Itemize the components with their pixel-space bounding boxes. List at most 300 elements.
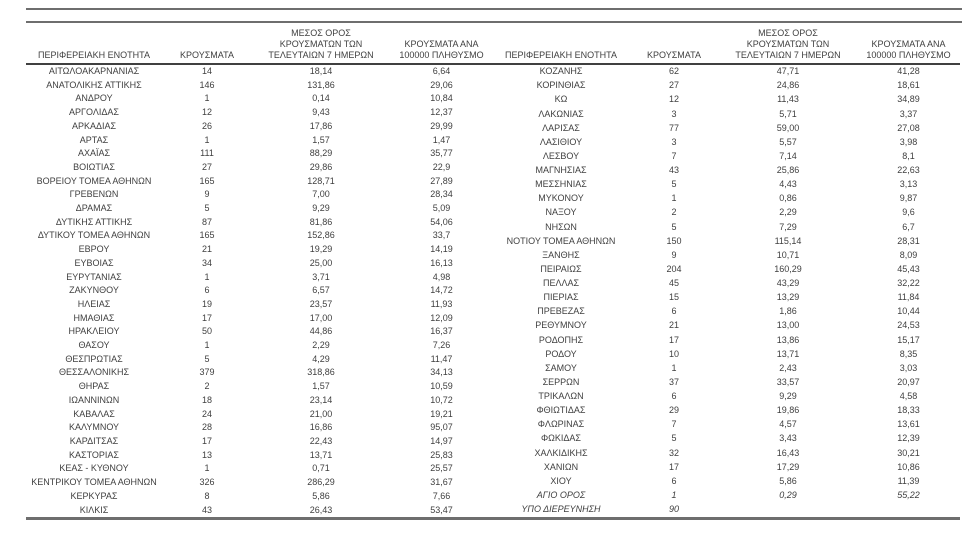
cell-region: ΗΜΑΘΙΑΣ — [73, 312, 115, 323]
cell-cases: 21 — [668, 320, 679, 331]
table-row — [493, 235, 960, 249]
cell-per100k: 34,13 — [430, 367, 453, 378]
cell-per100k: 12,37 — [430, 107, 453, 118]
cell-avg7: 17,29 — [776, 461, 800, 472]
table-row — [493, 446, 960, 460]
cell-avg7: 13,71 — [776, 348, 800, 359]
cell-avg7: 1,86 — [779, 306, 797, 317]
cell-region: ΡΟΔΟΥ — [545, 348, 577, 359]
cell-region: ΛΕΣΒΟΥ — [542, 150, 580, 161]
table-row — [493, 164, 960, 178]
table-row — [493, 220, 960, 234]
cell-cases: 1 — [204, 271, 210, 282]
table-row — [26, 312, 493, 326]
cell-avg7: 29,86 — [309, 161, 333, 172]
column-header-regional-unit — [26, 28, 162, 64]
cell-region: ΤΡΙΚΑΛΩΝ — [538, 391, 584, 402]
cell-per100k: 8,35 — [899, 348, 918, 359]
cell-avg7: 128,71 — [307, 175, 335, 186]
table-row — [26, 353, 493, 367]
column-header-cases — [629, 28, 719, 64]
cell-region: ΡΟΔΟΠΗΣ — [538, 334, 584, 345]
cell-per100k: 18,33 — [897, 405, 920, 416]
cell-cases: 9 — [671, 249, 677, 260]
cell-avg7: 286,29 — [307, 477, 335, 488]
cell-cases: 14 — [201, 66, 212, 76]
table-row — [26, 366, 493, 380]
cell-per100k: 9,6 — [902, 207, 915, 218]
cell-avg7: 4,29 — [312, 353, 330, 364]
cell-cases: 18 — [201, 394, 212, 405]
table-row — [26, 120, 493, 134]
cell-region: ΘΗΡΑΣ — [78, 381, 110, 392]
cell-region: ΜΥΚΟΝΟΥ — [538, 193, 584, 204]
cell-per100k: 10,72 — [430, 394, 453, 405]
cell-avg7: 160,29 — [774, 263, 802, 274]
cell-per100k: 27,89 — [430, 175, 453, 186]
table-row — [26, 408, 493, 422]
cell-region: ΘΑΣΟΥ — [78, 340, 110, 351]
cell-cases: 17 — [201, 435, 212, 446]
cell-region: ΝΗΣΩΝ — [545, 221, 577, 232]
cell-cases: 12 — [201, 107, 212, 118]
cell-region: ΑΙΤΩΛΟΑΚΑΡΝΑΝΙΑΣ — [48, 66, 140, 76]
column-header-label: ΚΡΟΥΣΜΑΤΑ — [180, 50, 234, 60]
cell-avg7: 25,86 — [776, 165, 800, 176]
column-header-avg-7day — [719, 28, 857, 64]
cell-avg7: 13,71 — [309, 449, 333, 460]
cell-cases: 45 — [668, 278, 679, 289]
cell-cases: 7 — [671, 419, 677, 430]
cell-cases: 15 — [668, 292, 679, 303]
cell-avg7: 17,86 — [309, 120, 333, 131]
table-row — [26, 147, 493, 161]
table-row — [493, 249, 960, 263]
cell-avg7: 0,86 — [779, 193, 797, 204]
table-row — [26, 271, 493, 285]
cell-cases: 6 — [671, 391, 677, 402]
cell-cases: 6 — [204, 285, 210, 296]
cell-per100k: 41,28 — [897, 66, 920, 77]
table-row — [493, 305, 960, 319]
cell-avg7: 16,86 — [309, 422, 333, 433]
table-row — [26, 257, 493, 271]
cell-cases: 1 — [671, 362, 677, 373]
cell-avg7: 24,86 — [776, 80, 800, 91]
cell-region: ΜΕΣΣΗΝΙΑΣ — [535, 179, 587, 190]
cell-avg7: 2,29 — [779, 207, 797, 218]
cell-avg7: 0,29 — [779, 489, 797, 500]
table-row — [26, 188, 493, 202]
cell-region: ΛΑΣΙΘΙΟΥ — [539, 136, 583, 147]
table-row — [493, 206, 960, 220]
cell-cases: 34 — [201, 257, 212, 268]
table-row — [26, 202, 493, 216]
table-row — [493, 192, 960, 206]
cell-region: ΧΑΝΙΩΝ — [543, 461, 579, 472]
cell-per100k: 4,98 — [432, 271, 451, 282]
table-row — [26, 216, 493, 230]
cell-per100k: 10,84 — [430, 93, 453, 104]
table-row — [26, 134, 493, 148]
cell-cases: 111 — [200, 148, 214, 159]
cell-avg7: 11,43 — [777, 94, 799, 105]
cell-cases: 43 — [201, 504, 212, 515]
cell-avg7: 22,43 — [309, 435, 333, 446]
table-row — [493, 390, 960, 404]
cell-cases: 6 — [671, 306, 677, 317]
cell-cases: 12 — [668, 94, 679, 105]
cell-avg7: 13,29 — [776, 292, 800, 303]
cell-cases: 17 — [668, 334, 679, 345]
column-header-label: ΚΡΟΥΣΜΑΤΑ ΑΝΑ 100000 ΠΛΗΘΥΣΜΟ — [866, 39, 951, 60]
table-body-right — [493, 64, 960, 517]
column-header-label: ΜΕΣΟΣ ΟΡΟΣ ΚΡΟΥΣΜΑΤΩΝ ΤΩΝ ΤΕΛΕΥΤΑΙΩΝ 7 ΗΜΕΡΩΝ — [268, 28, 374, 60]
table-row — [493, 64, 960, 79]
cell-region: ΑΧΑΪΑΣ — [77, 148, 111, 159]
table-header-row — [26, 28, 493, 64]
cell-cases: 5 — [671, 433, 677, 444]
table-row — [26, 435, 493, 449]
cell-per100k: 12,09 — [430, 312, 453, 323]
cell-cases: 5 — [204, 353, 210, 364]
cell-per100k: 14,72 — [430, 285, 453, 296]
cell-cases: 165 — [199, 175, 215, 186]
cell-region: ΠΕΙΡΑΙΩΣ — [540, 263, 582, 274]
regional-units-tables — [26, 28, 960, 520]
cell-per100k: 54,06 — [430, 216, 453, 227]
cell-avg7: 19,86 — [776, 405, 800, 416]
column-header-label: ΜΕΣΟΣ ΟΡΟΣ ΚΡΟΥΣΜΑΤΩΝ ΤΩΝ ΤΕΛΕΥΤΑΙΩΝ 7 ΗΜΕΡΩΝ — [735, 28, 841, 60]
table-row — [26, 476, 493, 490]
cell-per100k: 8,1 — [902, 150, 915, 161]
cell-cases: 32 — [668, 447, 679, 458]
table-row — [493, 475, 960, 489]
cell-per100k: 3,13 — [899, 179, 918, 190]
table-row — [493, 489, 960, 503]
cell-per100k: 7,26 — [432, 340, 451, 351]
cell-per100k: 31,67 — [430, 477, 453, 488]
cell-region: ΘΕΣΣΑΛΟΝΙΚΗΣ — [58, 367, 130, 378]
cell-avg7: 44,86 — [309, 326, 333, 337]
cell-region: ΡΕΘΥΜΝΟΥ — [535, 320, 587, 331]
cell-region: ΖΑΚΥΝΘΟΥ — [69, 285, 119, 296]
cell-avg7: 2,29 — [312, 340, 330, 351]
cell-avg7: 23,14 — [309, 394, 333, 405]
cell-avg7: 0,14 — [312, 93, 330, 104]
cell-region: ΚΩ — [554, 94, 568, 105]
table-row — [493, 333, 960, 347]
cell-per100k: 24,53 — [897, 320, 920, 331]
cell-per100k: 32,22 — [897, 278, 920, 289]
column-header-per-100k — [390, 28, 493, 64]
cell-per100k: 3,03 — [899, 362, 918, 373]
cell-region: ΚΙΛΚΙΣ — [79, 504, 109, 515]
table-row — [493, 136, 960, 150]
cell-region: ΒΟΙΩΤΙΑΣ — [73, 161, 115, 172]
cell-cases: 77 — [668, 122, 679, 133]
column-header-label: ΠΕΡΙΦΕΡΕΙΑΚΗ ΕΝΟΤΗΤΑ — [37, 50, 151, 60]
table-row — [26, 298, 493, 312]
cell-region: ΦΛΩΡΙΝΑΣ — [537, 419, 585, 430]
cell-per100k: 16,37 — [430, 326, 453, 337]
cell-region: ΕΒΡΟΥ — [78, 244, 110, 255]
cell-region: ΠΕΛΛΑΣ — [542, 278, 580, 289]
column-header-label: ΠΕΡΙΦΕΡΕΙΑΚΗ ΕΝΟΤΗΤΑ — [504, 50, 618, 60]
cell-cases: 3 — [671, 136, 677, 147]
table-row — [26, 394, 493, 408]
cell-avg7: 7,00 — [312, 189, 330, 200]
cell-per100k: 9,87 — [899, 193, 918, 204]
cell-region: ΙΩΑΝΝΙΝΩΝ — [68, 394, 120, 405]
table-row — [26, 106, 493, 120]
cell-per100k: 11,84 — [897, 292, 920, 303]
cell-region: ΔΥΤΙΚΗΣ ΑΤΤΙΚΗΣ — [55, 216, 133, 227]
cell-region: ΑΡΤΑΣ — [79, 134, 109, 145]
cell-avg7: 88,29 — [309, 148, 333, 159]
cell-per100k: 7,66 — [432, 490, 451, 501]
cell-avg7: 47,71 — [776, 66, 800, 77]
cell-avg7: 9,43 — [312, 107, 330, 118]
cell-cases: 1 — [204, 340, 210, 351]
cell-cases: 62 — [668, 66, 679, 77]
cell-per100k: 34,89 — [897, 94, 920, 105]
cell-avg7: 5,71 — [779, 108, 797, 119]
cell-cases: 1 — [671, 489, 677, 500]
cell-region: ΑΓΙΟ ΟΡΟΣ — [536, 489, 586, 500]
cell-cases: 9 — [204, 189, 210, 200]
cell-cases: 150 — [666, 235, 682, 246]
cell-avg7: 21,00 — [309, 408, 333, 419]
cell-cases: 28 — [201, 422, 212, 433]
table-row — [26, 284, 493, 298]
cell-per100k: 16,13 — [430, 257, 453, 268]
cell-region: ΚΑΒΑΛΑΣ — [73, 408, 115, 419]
column-header-regional-unit — [493, 28, 629, 64]
cell-avg7: 4,43 — [779, 179, 797, 190]
cell-per100k: 29,99 — [430, 120, 453, 131]
cell-avg7: 318,86 — [307, 367, 335, 378]
cell-per100k: 25,83 — [430, 449, 453, 460]
cell-per100k: 3,37 — [899, 108, 918, 119]
cell-per100k: 10,59 — [430, 381, 453, 392]
cell-avg7: 13,86 — [776, 334, 800, 345]
table-row — [493, 418, 960, 432]
cell-avg7: 13,00 — [776, 320, 800, 331]
column-header-cases — [162, 28, 252, 64]
table-row — [493, 461, 960, 475]
cell-cases: 17 — [668, 461, 679, 472]
cell-avg7: 25,00 — [309, 257, 333, 268]
cell-per100k: 18,61 — [897, 80, 920, 91]
cell-per100k: 95,07 — [430, 422, 453, 433]
table-row — [493, 503, 960, 517]
regional-table-left — [26, 28, 493, 517]
cell-region: ΣΑΜΟΥ — [545, 362, 577, 373]
table-row — [26, 449, 493, 463]
cell-region: ΚΕΝΤΡΙΚΟΥ ΤΟΜΕΑ ΑΘΗΝΩΝ — [31, 477, 157, 488]
table-row — [493, 432, 960, 446]
cell-cases: 43 — [668, 165, 679, 176]
table-row — [26, 504, 493, 518]
cell-per100k: 25,57 — [430, 463, 453, 474]
cell-cases: 37 — [668, 376, 679, 387]
cell-per100k: 8,09 — [899, 249, 918, 260]
cell-per100k: 35,77 — [430, 148, 453, 159]
cell-per100k: 45,43 — [897, 263, 920, 274]
cell-avg7: 7,14 — [779, 150, 797, 161]
cell-region: ΚΟΡΙΝΘΙΑΣ — [536, 80, 586, 91]
cell-avg7: 0,71 — [312, 463, 330, 474]
table-row — [26, 64, 493, 79]
column-header-label: ΚΡΟΥΣΜΑΤΑ ΑΝΑ 100000 ΠΛΗΘΥΣΜΟ — [399, 39, 484, 60]
cell-avg7: 9,29 — [312, 203, 330, 214]
cell-region: ΠΙΕΡΙΑΣ — [543, 292, 579, 303]
cell-region: ΚΕΡΚΥΡΑΣ — [70, 490, 118, 501]
table-row — [493, 122, 960, 136]
cell-region: ΚΕΑΣ - ΚΥΘΝΟΥ — [59, 463, 129, 474]
cell-per100k: 28,31 — [897, 235, 920, 246]
table-row — [493, 79, 960, 93]
table-row — [493, 263, 960, 277]
cell-region: ΣΕΡΡΩΝ — [542, 376, 580, 387]
cell-per100k: 11,39 — [897, 475, 920, 486]
cell-region: ΕΥΡΥΤΑΝΙΑΣ — [66, 271, 122, 282]
cell-region: ΔΥΤΙΚΟΥ ΤΟΜΕΑ ΑΘΗΝΩΝ — [37, 230, 151, 241]
cell-cases: 5 — [204, 203, 210, 214]
cell-avg7 — [719, 503, 857, 517]
cell-cases: 50 — [201, 326, 212, 337]
table-row — [493, 93, 960, 107]
cell-per100k: 19,21 — [430, 408, 453, 419]
cell-per100k: 55,22 — [897, 489, 920, 500]
cell-per100k: 28,34 — [430, 189, 453, 200]
cell-region: ΑΝΔΡΟΥ — [75, 93, 113, 104]
cell-per100k: 20,97 — [897, 376, 920, 387]
cell-avg7: 6,57 — [312, 285, 330, 296]
cell-cases: 1 — [204, 134, 210, 145]
cell-cases: 8 — [204, 490, 210, 501]
cell-region: ΚΑΣΤΟΡΙΑΣ — [69, 449, 119, 460]
cell-avg7: 152,86 — [307, 230, 335, 241]
cell-avg7: 5,86 — [779, 475, 797, 486]
cell-avg7: 81,86 — [309, 216, 333, 227]
table-row — [26, 229, 493, 243]
cell-per100k: 11,47 — [430, 353, 453, 364]
cell-avg7: 10,71 — [776, 249, 800, 260]
cell-region: ΛΑΡΙΣΑΣ — [542, 122, 580, 133]
table-row — [26, 490, 493, 504]
cell-per100k: 27,08 — [897, 122, 920, 133]
cell-avg7: 131,86 — [307, 79, 335, 90]
cell-cases: 87 — [201, 216, 212, 227]
table-row — [26, 79, 493, 93]
cell-per100k: 11,93 — [430, 298, 453, 309]
cell-avg7: 3,71 — [312, 271, 330, 282]
cell-per100k: 29,06 — [430, 79, 453, 90]
cell-cases: 326 — [199, 477, 215, 488]
cell-region: ΛΑΚΩΝΙΑΣ — [538, 108, 584, 119]
cell-region: ΗΛΕΙΑΣ — [77, 298, 111, 309]
cell-per100k: 13,61 — [897, 419, 920, 430]
column-header-label: ΚΡΟΥΣΜΑΤΑ — [647, 50, 701, 60]
cell-cases: 146 — [199, 79, 215, 90]
table-row — [26, 421, 493, 435]
cell-avg7: 9,29 — [779, 391, 797, 402]
cell-cases: 5 — [671, 221, 677, 232]
cell-avg7: 18,14 — [309, 66, 333, 76]
cell-region: ΑΡΓΟΛΙΔΑΣ — [69, 107, 119, 118]
table-row — [26, 462, 493, 476]
cell-cases: 204 — [666, 263, 682, 274]
cell-cases: 1 — [671, 193, 677, 204]
cell-cases: 6 — [671, 475, 677, 486]
cell-avg7: 5,86 — [312, 490, 330, 501]
cell-cases: 1 — [204, 93, 210, 104]
cell-per100k: 14,19 — [430, 244, 453, 255]
cell-per100k: 12,39 — [897, 433, 920, 444]
cell-region: ΧΑΛΚΙΔΙΚΗΣ — [534, 447, 588, 458]
cell-region: ΠΡΕΒΕΖΑΣ — [537, 306, 585, 317]
table-row — [493, 277, 960, 291]
table-header-row — [493, 28, 960, 64]
cell-avg7: 5,57 — [779, 136, 797, 147]
cell-per100k: 22,63 — [897, 165, 920, 176]
cell-region: ΝΟΤΙΟΥ ΤΟΜΕΑ ΑΘΗΝΩΝ — [506, 235, 616, 246]
cell-cases: 10 — [668, 348, 679, 359]
table-row — [26, 380, 493, 394]
cell-avg7: 19,29 — [309, 244, 333, 255]
cell-avg7: 2,43 — [779, 362, 797, 373]
cell-avg7: 33,57 — [776, 376, 800, 387]
table-row — [493, 319, 960, 333]
cell-cases: 2 — [204, 381, 210, 392]
table-row — [26, 175, 493, 189]
cell-cases: 379 — [199, 367, 215, 378]
cell-avg7: 26,43 — [309, 504, 333, 515]
table-row — [493, 178, 960, 192]
cell-avg7: 59,00 — [776, 122, 800, 133]
cell-per100k: 6,64 — [432, 66, 451, 76]
table-row — [493, 376, 960, 390]
table-row — [26, 325, 493, 339]
cell-avg7: 1,57 — [312, 381, 330, 392]
cell-per100k: 33,7 — [432, 230, 451, 241]
cell-avg7: 4,57 — [779, 419, 797, 430]
cell-cases: 26 — [201, 120, 212, 131]
cell-region: ΕΥΒΟΙΑΣ — [74, 257, 114, 268]
table-row — [493, 362, 960, 376]
cell-cases: 3 — [671, 108, 677, 119]
cell-avg7: 115,14 — [774, 235, 802, 246]
cell-region: ΦΘΙΩΤΙΔΑΣ — [536, 405, 586, 416]
cell-per100k: 22,9 — [432, 161, 451, 172]
cell-per100k: 53,47 — [430, 504, 453, 515]
cell-avg7: 16,43 — [776, 447, 800, 458]
cell-per100k: 10,44 — [897, 306, 920, 317]
table-body-left — [26, 64, 493, 517]
cell-per100k: 4,58 — [899, 391, 918, 402]
cell-cases: 2 — [671, 207, 677, 218]
cell-avg7: 1,57 — [312, 134, 330, 145]
table-row — [26, 339, 493, 353]
cell-region: ΒΟΡΕΙΟΥ ΤΟΜΕΑ ΑΘΗΝΩΝ — [36, 175, 152, 186]
cell-region: ΓΡΕΒΕΝΩΝ — [69, 189, 119, 200]
cell-per100k: 14,97 — [430, 435, 453, 446]
cell-per100k — [857, 503, 960, 517]
table-row — [26, 92, 493, 106]
top-rule-1 — [26, 8, 962, 10]
